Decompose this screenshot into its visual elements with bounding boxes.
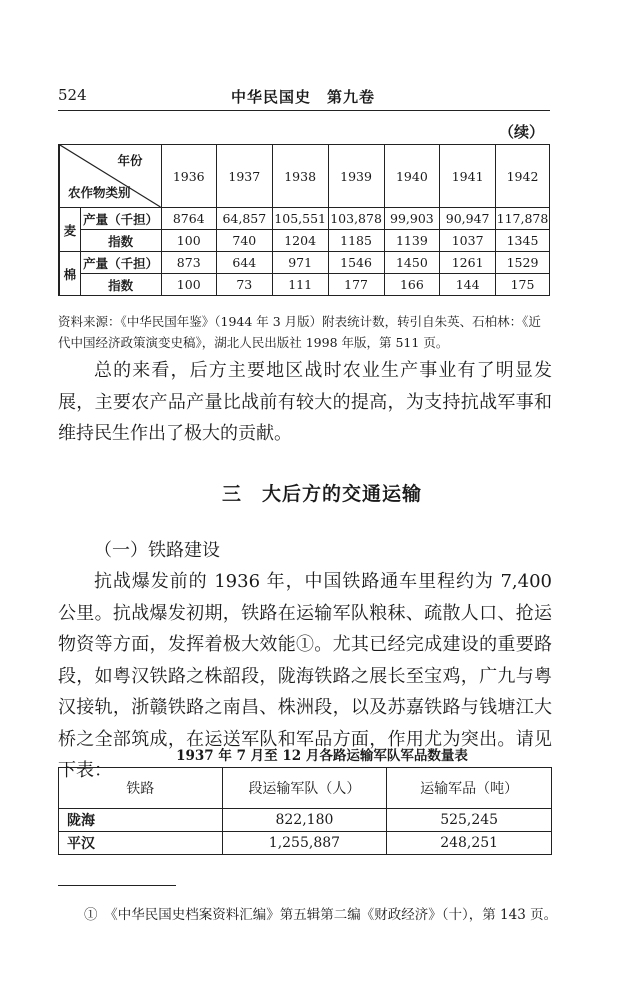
table-cell: 1185 <box>328 230 384 252</box>
table-header-row <box>59 768 552 809</box>
footnote: ① 《中华民国史档案资料汇编》第五辑第二编《财政经济》（十），第 143 页。 <box>84 907 558 923</box>
table-cell: 1529 <box>496 252 550 274</box>
crop-production-table <box>58 144 550 296</box>
diagonal-header-cell <box>59 145 161 208</box>
table-header-row <box>59 145 550 208</box>
header-rule <box>58 110 550 111</box>
section-heading: 三 大后方的交通运输 <box>221 483 422 505</box>
table-cell: 90,947 <box>440 208 496 230</box>
table-cell: 105,551 <box>272 208 328 230</box>
table-cell: 144 <box>440 274 496 296</box>
table-cell: 1450 <box>384 252 440 274</box>
column-header: 铁路 <box>59 768 223 809</box>
year-corner-label: 年份 <box>117 153 143 168</box>
table-cell: 644 <box>216 252 272 274</box>
metric-label: 产量（千担） <box>80 208 161 230</box>
table-cell: 175 <box>496 274 550 296</box>
crop-category-corner-label: 农作物类别 <box>68 185 131 200</box>
footnote-rule <box>58 885 176 886</box>
page-number: 524 <box>58 86 87 104</box>
railway-transport-table <box>58 767 552 855</box>
table-source-note: 资料来源：《中华民国年鉴》（1944 年 3 月版）附表统计数，转引自朱英、石柏林：《近代中国经济政策演变史稿》，湖北人民出版社 1998 年版，第 511 页。 <box>58 314 541 350</box>
table-cell: 1,255,887 <box>222 832 387 855</box>
year-header: 1941 <box>440 145 496 208</box>
railway-name: 陇海 <box>59 809 223 832</box>
table-row <box>59 274 550 296</box>
year-header: 1940 <box>384 145 440 208</box>
table-cell: 1037 <box>440 230 496 252</box>
continued-label: （续） <box>498 123 544 141</box>
year-header: 1937 <box>216 145 272 208</box>
body-paragraph: 总的来看，后方主要地区战时农业生产事业有了明显发展，主要农产品产量比战前有较大的提高，为支持抗战军事和维持民生作出了极大的贡献。 <box>58 360 552 444</box>
table-caption: 1937 年 7 月至 12 月各路运输军队军品数量表 <box>176 748 468 764</box>
column-header: 段运输军队（人） <box>222 768 387 809</box>
running-header <box>58 86 548 110</box>
year-header: 1939 <box>328 145 384 208</box>
table-cell: 100 <box>161 274 216 296</box>
crop-label-wheat: 麦 <box>59 208 80 252</box>
table-cell: 111 <box>272 274 328 296</box>
table-cell: 1345 <box>496 230 550 252</box>
year-header: 1938 <box>272 145 328 208</box>
metric-label: 指数 <box>80 274 161 296</box>
table-cell: 64,857 <box>216 208 272 230</box>
table-cell: 873 <box>161 252 216 274</box>
table-row <box>59 809 552 832</box>
metric-label: 产量（千担） <box>80 252 161 274</box>
table-cell: 1204 <box>272 230 328 252</box>
table-cell: 117,878 <box>496 208 550 230</box>
subsection-heading: （一）铁路建设 <box>94 540 220 561</box>
table-cell: 100 <box>161 230 216 252</box>
table-cell: 1139 <box>384 230 440 252</box>
table-cell: 248,251 <box>387 832 552 855</box>
table-cell: 177 <box>328 274 384 296</box>
table-cell: 1546 <box>328 252 384 274</box>
table-row <box>59 832 552 855</box>
year-header: 1936 <box>161 145 216 208</box>
table-cell: 166 <box>384 274 440 296</box>
table-row <box>59 208 550 230</box>
table-cell: 8764 <box>161 208 216 230</box>
table-cell: 971 <box>272 252 328 274</box>
body-paragraph: 抗战爆发前的 1936 年，中国铁路通车里程约为 7,400 公里。抗战爆发初期，铁路在运输军队粮秣、疏散人口、抢运物资等方面，发挥着极大效能①。尤其已经完成建设的重要路段，如粤汉铁路之株韶段，陇海铁路之展长至宝鸡，广九与粤汉接轨，浙赣铁路之南昌、株洲段，以及苏嘉铁路与钱塘江大桥之全部筑成，在运送军队和军品方面，作用尤为突出。请见下表： <box>58 571 552 781</box>
column-header: 运输军品（吨） <box>387 768 552 809</box>
table-row <box>59 230 550 252</box>
table-cell: 1261 <box>440 252 496 274</box>
table-cell: 99,903 <box>384 208 440 230</box>
table-cell: 740 <box>216 230 272 252</box>
railway-name: 平汉 <box>59 832 223 855</box>
running-title: 中华民国史 第九卷 <box>230 88 375 106</box>
crop-label-cotton: 棉 <box>59 252 80 296</box>
table-cell: 73 <box>216 274 272 296</box>
table-cell: 103,878 <box>328 208 384 230</box>
table-row <box>59 252 550 274</box>
table-cell: 525,245 <box>387 809 552 832</box>
metric-label: 指数 <box>80 230 161 252</box>
table-cell: 822,180 <box>222 809 387 832</box>
year-header: 1942 <box>496 145 550 208</box>
